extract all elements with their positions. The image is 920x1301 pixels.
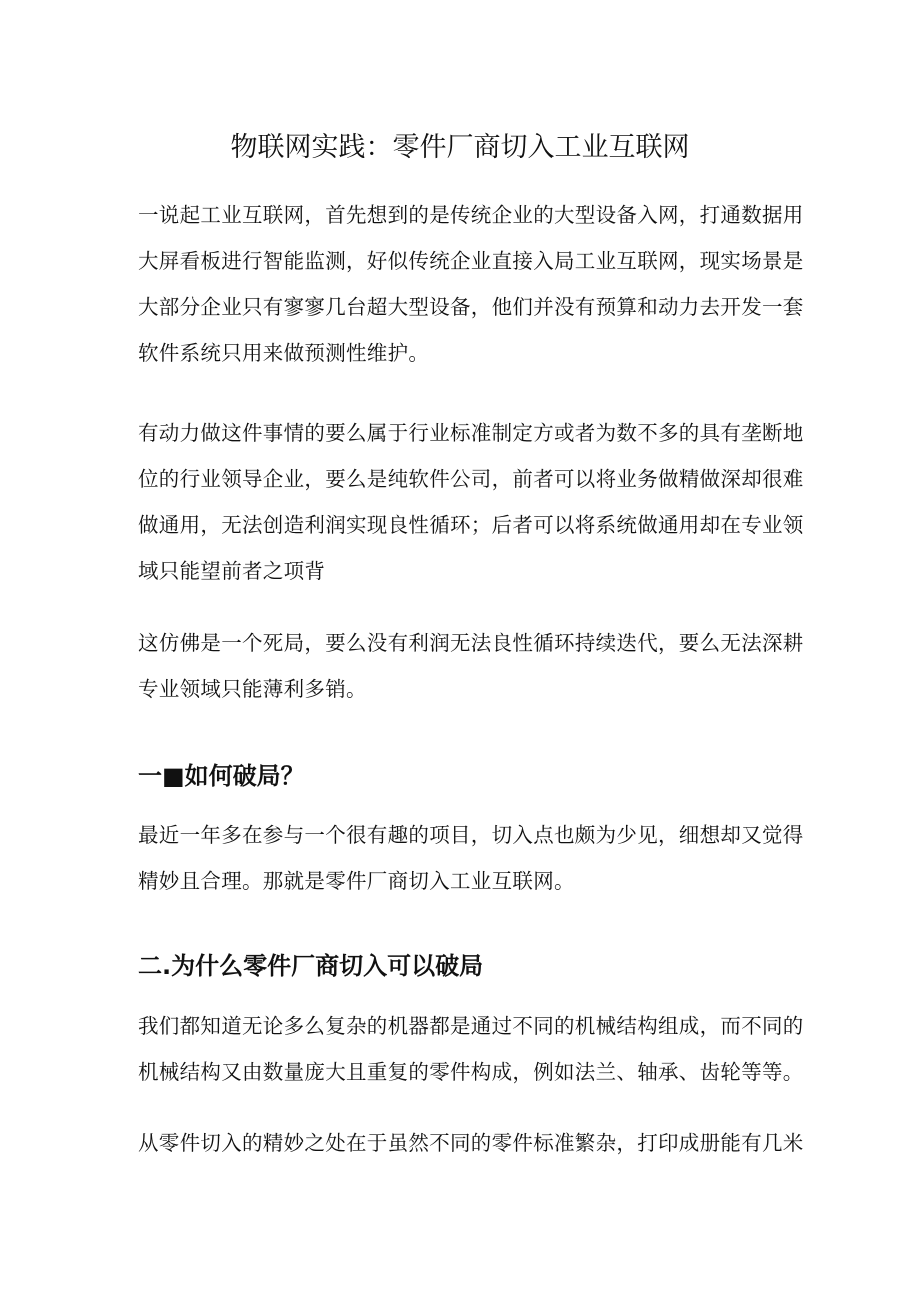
paragraph-intro xyxy=(138,192,804,376)
text-line: 这仿佛是一个死局，要么没有利润无法良性循环持续迭代，要么无法深耕 xyxy=(138,631,804,655)
text-line: 从零件切入的精妙之处在于虽然不同的零件标准繁杂，打印成册能有几米 xyxy=(138,1131,804,1155)
text-line: 专业领域只能薄利多销。 xyxy=(138,677,367,701)
text-line: 域只能望前者之项背 xyxy=(138,559,326,583)
paragraph-motivation xyxy=(138,410,804,594)
document-title: 物联网实践：零件厂商切入工业互联网 xyxy=(230,132,690,163)
text-line: 位的行业领导企业，要么是纯软件公司，前者可以将业务做精做深却很难 xyxy=(138,467,804,491)
text-line: 做通用，无法创造利润实现良性循环；后者可以将系统做通用却在专业领 xyxy=(138,513,804,537)
text-line: 一说起工业互联网，首先想到的是传统企业的大型设备入网，打通数据用 xyxy=(138,203,804,227)
paragraph-parts xyxy=(138,1120,804,1166)
section-heading-breakthrough: 一■如何破局？ xyxy=(138,762,305,790)
section-heading-why-parts: 二.为什么零件厂商切入可以破局 xyxy=(138,952,484,980)
text-line: 软件系统只用来做预测性维护。 xyxy=(138,341,430,365)
text-line: 有动力做这件事情的要么属于行业标准制定方或者为数不多的具有垄断地 xyxy=(138,421,804,445)
text-line: 大部分企业只有寥寥几台超大型设备，他们并没有预算和动力去开发一套 xyxy=(138,295,804,319)
text-line: 精妙且合理。那就是零件厂商切入工业互联网。 xyxy=(138,869,575,893)
text-line: 我们都知道无论多么复杂的机器都是通过不同的机械结构组成，而不同的 xyxy=(138,1014,804,1038)
paragraph-deadlock xyxy=(138,620,804,712)
text-line: 最近一年多在参与一个很有趣的项目，切入点也颇为少见，细想却又觉得 xyxy=(138,823,804,847)
paragraph-machines xyxy=(138,1003,804,1095)
text-line: 大屏看板进行智能监测，好似传统企业直接入局工业互联网，现实场景是 xyxy=(138,249,804,273)
text-line: 机械结构又由数量庞大且重复的零件构成，例如法兰、轴承、齿轮等等。 xyxy=(138,1060,804,1084)
paragraph-project xyxy=(138,812,804,904)
